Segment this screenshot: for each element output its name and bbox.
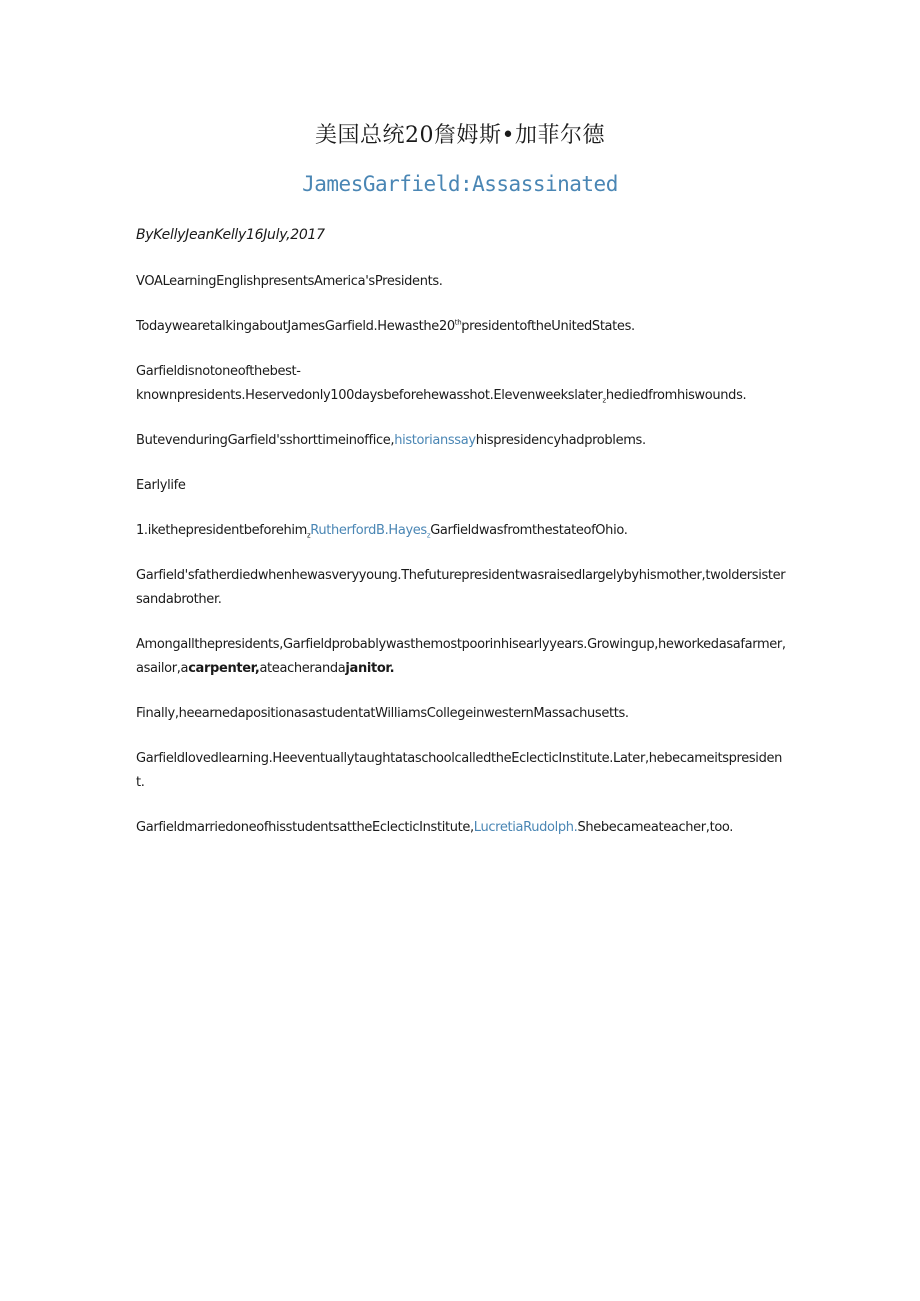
paragraph-early-years bbox=[136, 633, 786, 681]
paragraph-historians bbox=[136, 429, 786, 453]
paragraph-text: GarfieldmarriedoneofhisstudentsattheEclecticInstitute, bbox=[136, 820, 474, 835]
byline: ByKellyJeanKelly16July,2017 bbox=[136, 227, 325, 243]
paragraph-text: hediedfromhiswounds. bbox=[605, 388, 747, 403]
paragraph-text: 1.ikethepresidentbeforehim bbox=[136, 523, 307, 538]
paragraph-text: Garfieldisnotoneofthebest- bbox=[136, 364, 301, 379]
paragraph-text: VOALearningEnglishpresentsAmerica'sPresidents. bbox=[136, 274, 443, 289]
carpenter-bold: carpenter, bbox=[188, 661, 260, 676]
paragraph-today bbox=[136, 315, 786, 339]
stray-mark: z bbox=[306, 531, 311, 540]
paragraph-text: TodaywearetalkingaboutJamesGarfield.Hewasthe20 bbox=[136, 319, 455, 334]
paragraph-text: ButevenduringGarfield'sshorttimeinoffice, bbox=[136, 433, 395, 448]
rutherford-hayes-link[interactable]: RutherfordB.Hayes bbox=[310, 523, 427, 538]
chinese-title: 美国总统20詹姆斯•加菲尔德 bbox=[315, 123, 605, 148]
english-title: JamesGarfield:Assassinated bbox=[302, 172, 618, 196]
paragraph-father bbox=[136, 564, 786, 612]
paragraph-married bbox=[136, 816, 786, 840]
section-heading-early-life bbox=[136, 474, 786, 498]
janitor-bold: janitor. bbox=[345, 661, 395, 676]
paragraph-text: GarfieldwasfromthestateofOhio. bbox=[430, 523, 628, 538]
article-body bbox=[136, 270, 786, 861]
paragraph-text: presidentoftheUnitedStates. bbox=[461, 319, 635, 334]
paragraph-ohio bbox=[136, 519, 786, 543]
lucretia-rudolph-link[interactable]: LucretiaRudolph. bbox=[473, 820, 578, 835]
paragraph-eclectic-institute bbox=[136, 747, 786, 795]
section-heading-text: Earlylife bbox=[136, 478, 186, 493]
paragraph-williams-college bbox=[136, 702, 786, 726]
paragraph-text: hispresidencyhadproblems. bbox=[475, 433, 646, 448]
paragraph-text: ateacheranda bbox=[259, 661, 346, 676]
stray-mark: z bbox=[602, 396, 606, 405]
historians-say-link[interactable]: historianssay bbox=[394, 433, 476, 448]
paragraph-best-known bbox=[136, 360, 786, 408]
paragraph-intro bbox=[136, 270, 786, 294]
paragraph-text: Amongallthepresidents,Garfieldprobablywasthemostpoorinhisearlyyears.Growingup,heworkedasafarmer,asailor,a bbox=[136, 637, 786, 676]
paragraph-text: Garfieldlovedlearning.HeeventuallytaughtataschoolcalledtheEclecticInstitute.Later,hebecameitspresident. bbox=[136, 751, 783, 790]
paragraph-text: Shebecameateacher,too. bbox=[577, 820, 734, 835]
ordinal-superscript: th bbox=[454, 318, 462, 327]
paragraph-text: Finally,heearnedapositionasastudentatWilliamsCollegeinwesternMassachusetts. bbox=[136, 706, 629, 721]
paragraph-text: Garfield'sfatherdiedwhenhewasveryyoung.Thefuturepresidentwasraisedlargelybyhismother,twoldersistersandabrother. bbox=[136, 568, 786, 607]
paragraph-text: knownpresidents.Heservedonly100daysbeforehewasshot.Elevenweekslater bbox=[136, 388, 603, 403]
stray-mark: z bbox=[426, 531, 431, 540]
